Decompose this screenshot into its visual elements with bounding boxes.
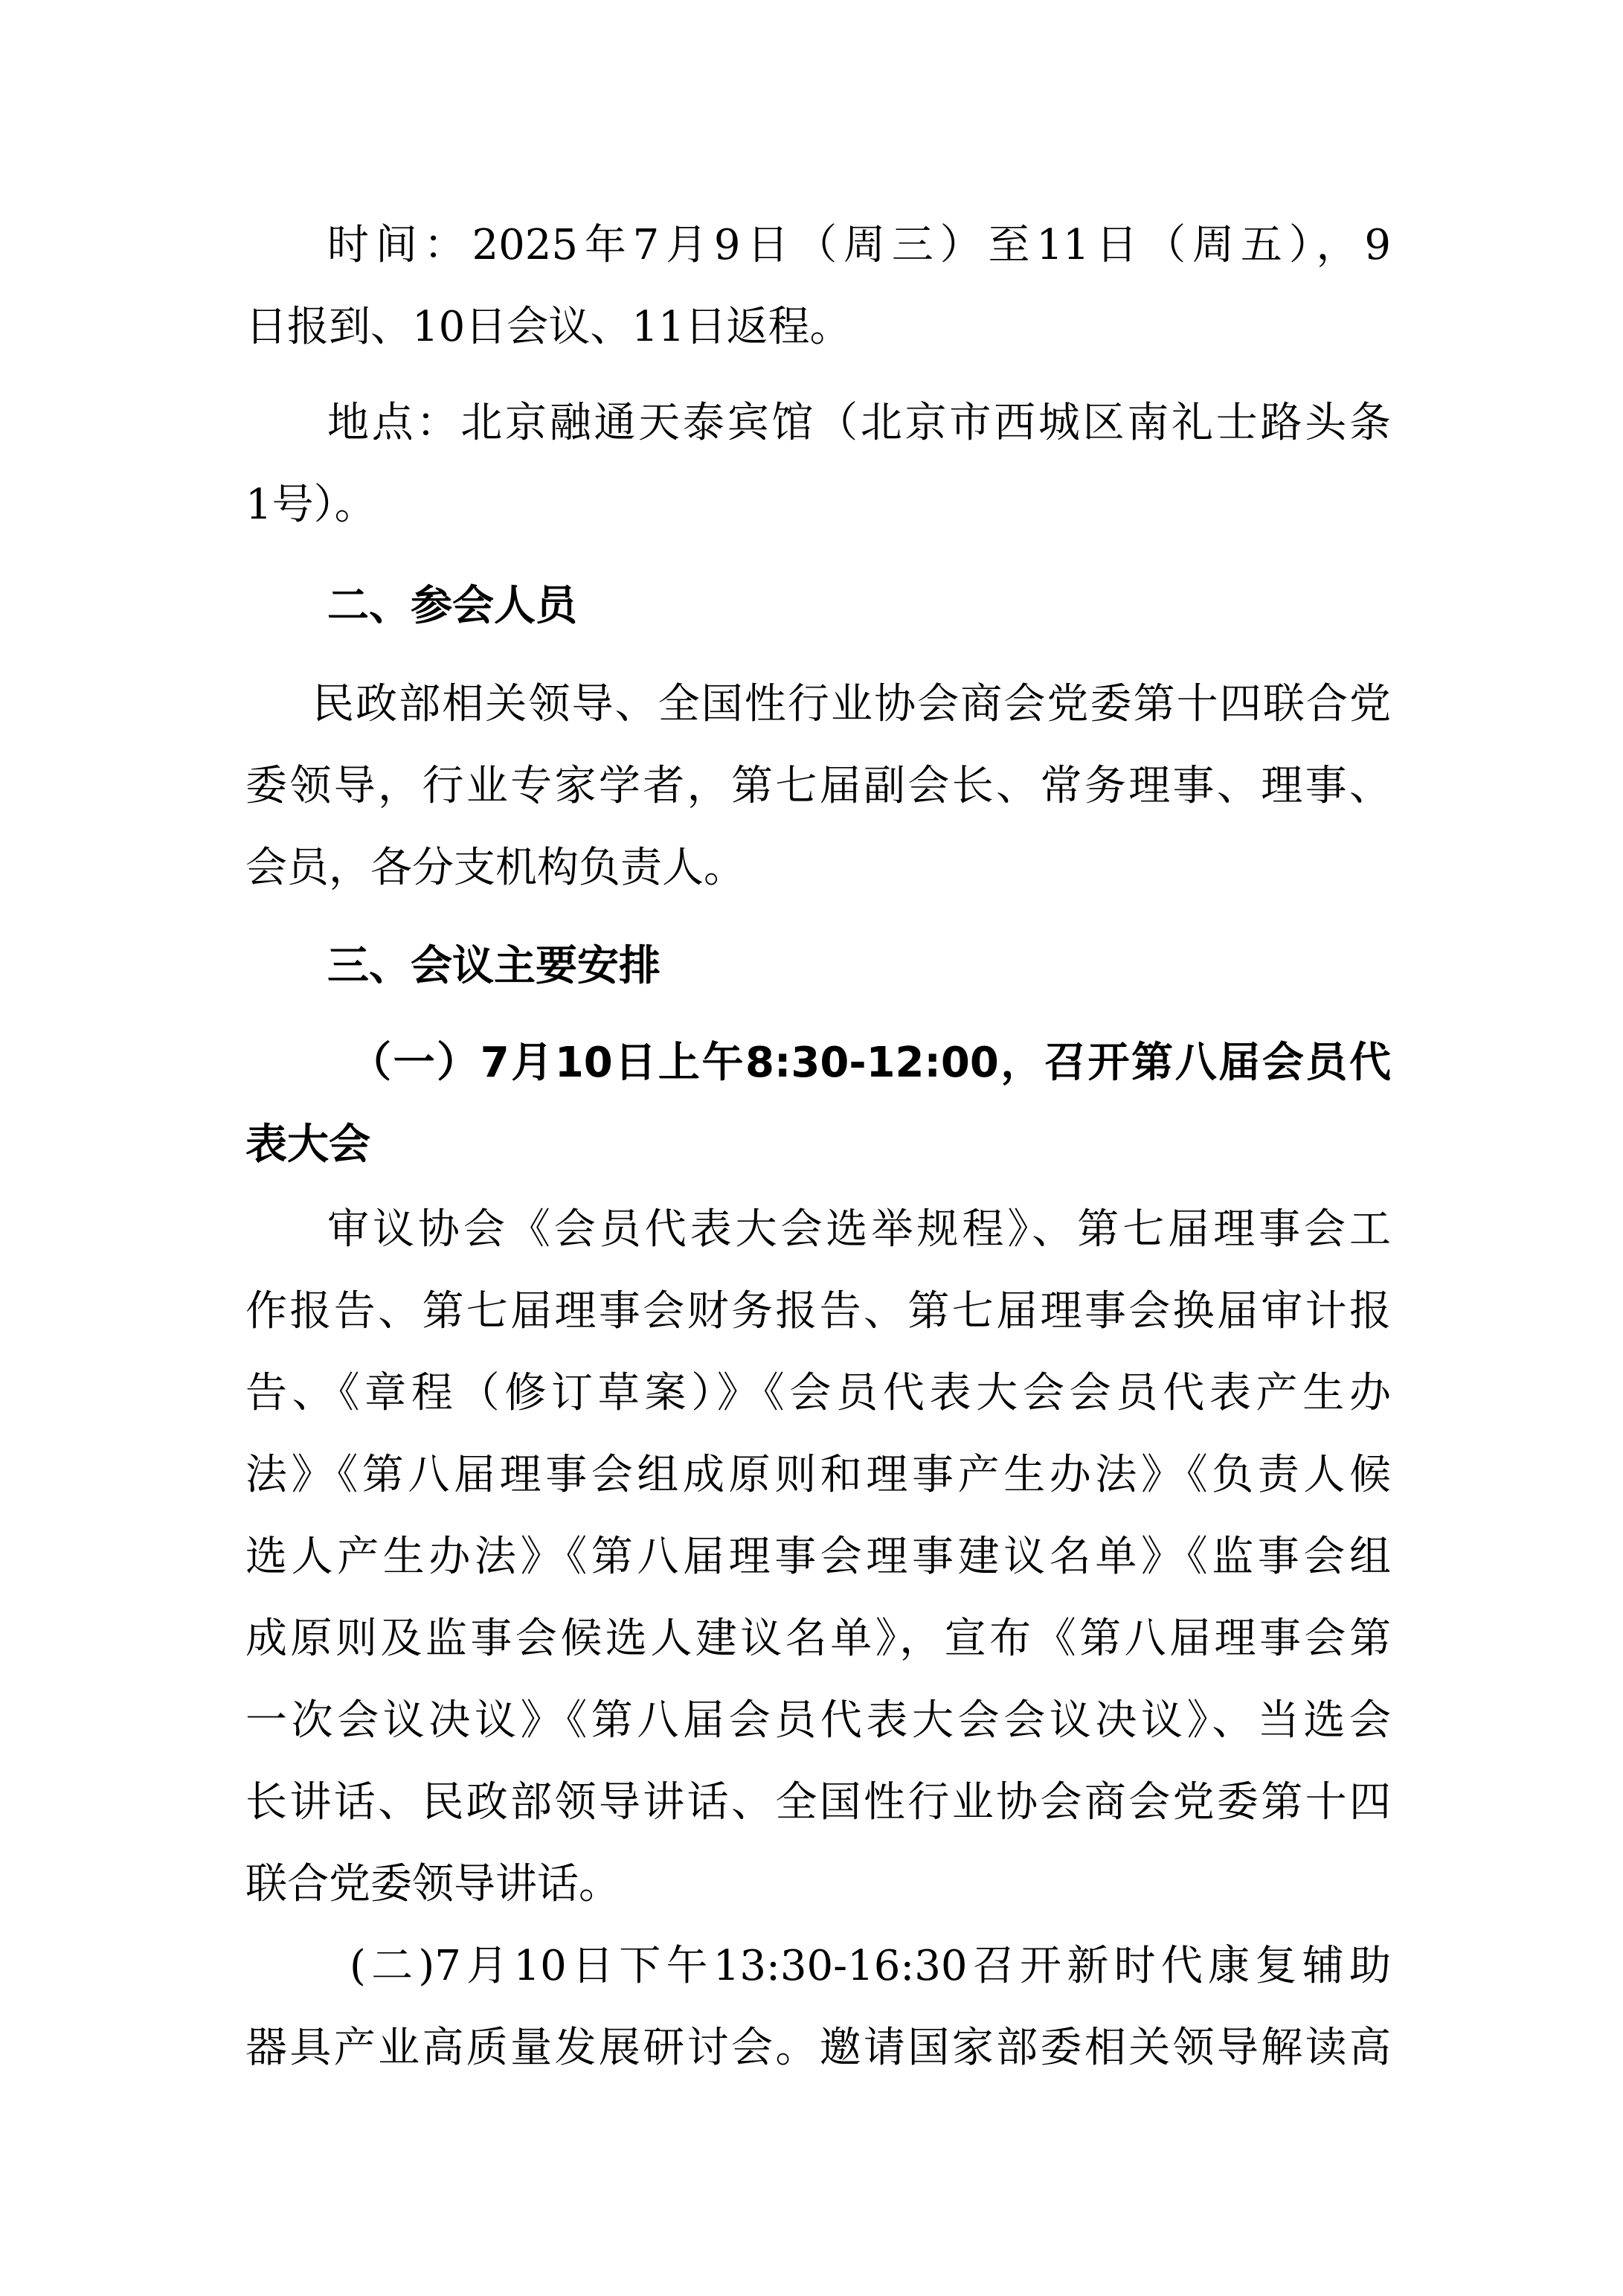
location-line-1: 地点：北京融通天泰宾馆（北京市西城区南礼士路头条 (327, 399, 1391, 447)
subsection-heading-1-line-2: 表大会 (245, 1120, 370, 1169)
attendees-line-1: 民政部相关领导、全国性行业协会商会党委第十四联合党 (312, 680, 1391, 728)
agenda-line-6: 成原则及监事会候选人建议名单》，宣布《第八届理事会第 (245, 1614, 1391, 1663)
time-line-2: 日报到、10日会议、11日返程。 (245, 303, 852, 351)
attendees-line-3: 会员，各分支机构负责人。 (245, 844, 745, 892)
agenda-line-1: 审议协会《会员代表大会选举规程》、第七届理事会工 (327, 1205, 1391, 1254)
agenda-line-7: 一次会议决议》《第八届会员代表大会会议决议》、当选会 (245, 1696, 1391, 1745)
time-line-1: 时间：2025年7月9日（周三）至11日（周五），9 (327, 221, 1391, 269)
subsection-heading-2-line-2: 器具产业高质量发展研讨会。邀请国家部委相关领导解读高 (245, 2024, 1391, 2072)
subsection-heading-2-line-1: (二)7月10日下午13:30-16:30召开新时代康复辅助 (350, 1942, 1391, 1990)
location-line-2: 1号）。 (245, 481, 376, 529)
section-heading-attendees: 二、参会人员 (327, 582, 577, 630)
agenda-line-8: 长讲话、民政部领导讲话、全国性行业协会商会党委第十四 (245, 1778, 1391, 1827)
agenda-line-9: 联合党委领导讲话。 (245, 1860, 620, 1908)
agenda-line-3: 告、《章程（修订草案）》《会员代表大会会员代表产生办 (245, 1369, 1391, 1417)
agenda-line-5: 选人产生办法》《第八届理事会理事建议名单》《监事会组 (245, 1533, 1391, 1581)
subsection-heading-1-line-1: （一）7月10日上午8:30-12:00，召开第八届会员代 (350, 1039, 1391, 1087)
agenda-line-4: 法》《第八届理事会组成原则和理事产生办法》《负责人候 (245, 1451, 1391, 1499)
agenda-line-2: 作报告、第七届理事会财务报告、第七届理事会换届审计报 (245, 1287, 1391, 1335)
section-heading-arrangements: 三、会议主要安排 (327, 942, 661, 990)
attendees-line-2: 委领导，行业专家学者，第七届副会长、常务理事、理事、 (245, 762, 1391, 810)
